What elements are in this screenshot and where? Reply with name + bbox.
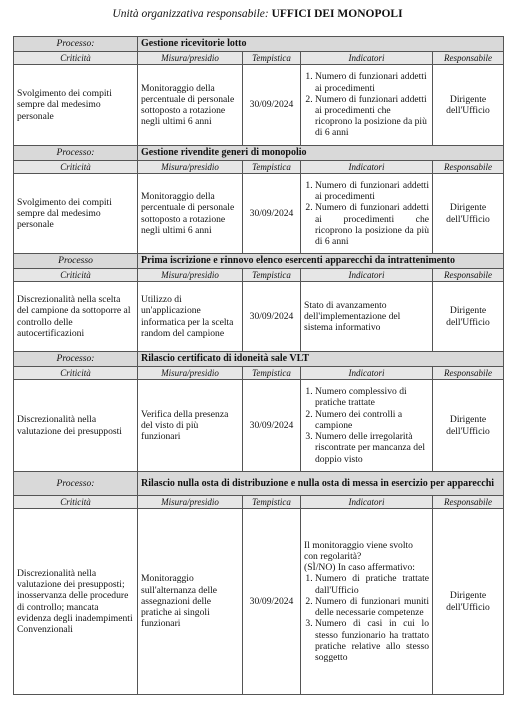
col-indicatori: Indicatori [301,496,433,509]
column-header-row [14,161,504,174]
table-row [14,509,504,695]
indicator-answer: (SÌ/NO) In caso affermativo: [304,562,415,574]
indicatori-cell: Stato di avanzamento dell'implementazione del sistema informativo [301,282,433,352]
col-criticita: Criticità [14,367,138,380]
table-row [14,380,504,472]
indicator-list [304,180,429,247]
col-misura: Misura/presidio [138,52,243,65]
col-indicatori: Indicatori [301,367,433,380]
col-criticita: Criticità [14,52,138,65]
column-header-row [14,496,504,509]
col-indicatori: Indicatori [301,269,433,282]
process-name: Gestione ricevitorie lotto [138,37,504,52]
process-label: Processo: [14,352,138,367]
indicatori-cell [301,174,433,254]
indicator-list [304,386,429,464]
misura-cell: Utilizzo di un'applicazione informatica per la scelta random del campione [138,282,243,352]
unit-office: UFFICI DEI MONOPOLI [271,8,403,20]
col-criticita: Criticità [14,161,138,174]
indicatori-cell [301,509,433,695]
col-tempistica: Tempistica [243,52,301,65]
col-responsabile: Responsabile [433,161,504,174]
indicator-item: 1. Numero complessivo di pratiche trattate [315,386,429,408]
col-misura: Misura/presidio [138,496,243,509]
responsabile-cell: Dirigente dell'Ufficio [433,174,504,254]
misura-cell: Monitoraggio sull'alternanza delle assegnazioni delle pratiche ai singoli funzionari [138,509,243,695]
col-indicatori: Indicatori [301,52,433,65]
col-responsabile: Responsabile [433,496,504,509]
table-row [14,282,504,352]
col-responsabile: Responsabile [433,269,504,282]
table-row [14,65,504,146]
misura-cell: Verifica della presenza del visto di più funzionari [138,380,243,472]
process-label: Processo: [14,37,138,52]
indicator-intro: Il monitoraggio viene svolto con regolarità? [304,539,413,563]
col-tempistica: Tempistica [243,367,301,380]
column-header-row [14,52,504,65]
responsabile-cell: Dirigente dell'Ufficio [433,509,504,695]
indicatori-cell [301,380,433,472]
col-misura: Misura/presidio [138,367,243,380]
misura-cell: Monitoraggio della percentuale di personale sottoposto a rotazione negli ultimi 6 anni [138,65,243,146]
risk-table [13,36,504,695]
process-name: Rilascio certificato di idoneità sale VLT [138,352,504,367]
indicator-item: 1. Numero di funzionari addetti ai procedimenti [315,180,429,202]
column-header-row [14,269,504,282]
criticita-cell: Svolgimento dei compiti sempre dal medesimo personale [14,65,138,146]
tempistica-cell: 30/09/2024 [243,174,301,254]
responsabile-cell: Dirigente dell'Ufficio [433,65,504,146]
col-tempistica: Tempistica [243,269,301,282]
unit-label: Unità organizzativa responsabile: [112,8,269,20]
criticita-cell: Discrezionalità nella valutazione dei presupposti [14,380,138,472]
process-row [14,352,504,367]
col-misura: Misura/presidio [138,269,243,282]
process-row [14,37,504,52]
responsabile-cell: Dirigente dell'Ufficio [433,380,504,472]
col-misura: Misura/presidio [138,161,243,174]
process-row [14,254,504,269]
process-name: Prima iscrizione e rinnovo elenco esercenti apparecchi da intrattenimento [138,254,504,269]
indicator-item: 2. Numero di funzionari muniti delle necessarie competenze [315,596,429,618]
indicator-item: 3. Numero di casi in cui lo stesso funzionario ha trattato pratiche relative allo stesso soggetto [315,618,429,663]
indicator-list [304,573,429,663]
process-label: Processo [14,254,138,269]
column-header-row [14,367,504,380]
unit-header [0,8,515,20]
tempistica-cell: 30/09/2024 [243,380,301,472]
col-responsabile: Responsabile [433,367,504,380]
indicator-item: 1. Numero di funzionari addetti ai procedimenti [315,71,429,93]
tempistica-cell: 30/09/2024 [243,282,301,352]
criticita-cell: Discrezionalità nella scelta del campione da sottoporre al controllo delle autocertificazioni [14,282,138,352]
responsabile-cell: Dirigente dell'Ufficio [433,282,504,352]
col-tempistica: Tempistica [243,496,301,509]
process-name: Gestione rivendite generi di monopolio [138,146,504,161]
col-criticita: Criticità [14,269,138,282]
misura-cell: Monitoraggio della percentuale di personale sottoposto a rotazione negli ultimi 6 anni [138,174,243,254]
tempistica-cell: 30/09/2024 [243,509,301,695]
criticita-cell: Discrezionalità nella valutazione dei presupposti; inosservanza delle procedure di controllo; mancata evidenza degli inadempimenti Convenzionali [14,509,138,695]
col-criticita: Criticità [14,496,138,509]
indicator-item: 2. Numero di funzionari addetti ai procedimenti che ricoprono la posizione da più di 6 anni [315,94,429,139]
process-label: Processo: [14,472,138,496]
process-row [14,146,504,161]
indicatori-cell [301,65,433,146]
criticita-cell: Svolgimento dei compiti sempre dal medesimo personale [14,174,138,254]
process-row [14,472,504,496]
col-indicatori: Indicatori [301,161,433,174]
col-tempistica: Tempistica [243,161,301,174]
process-name: Rilascio nulla osta di distribuzione e nulla osta di messa in esercizio per apparecchi [138,472,504,496]
indicator-item: 2. Numero di funzionari addetti ai procedimenti che ricoprono la posizione da più di 6 anni [315,202,429,247]
process-label: Processo: [14,146,138,161]
table-row [14,174,504,254]
indicator-item: 2. Numero dei controlli a campione [315,409,429,431]
col-responsabile: Responsabile [433,52,504,65]
tempistica-cell: 30/09/2024 [243,65,301,146]
indicator-list [304,71,429,138]
indicator-item: 1. Numero di pratiche trattate dall'Ufficio [315,573,429,595]
indicator-item: 3. Numero delle irregolarità riscontrate per mancanza del doppio visto [315,431,429,465]
